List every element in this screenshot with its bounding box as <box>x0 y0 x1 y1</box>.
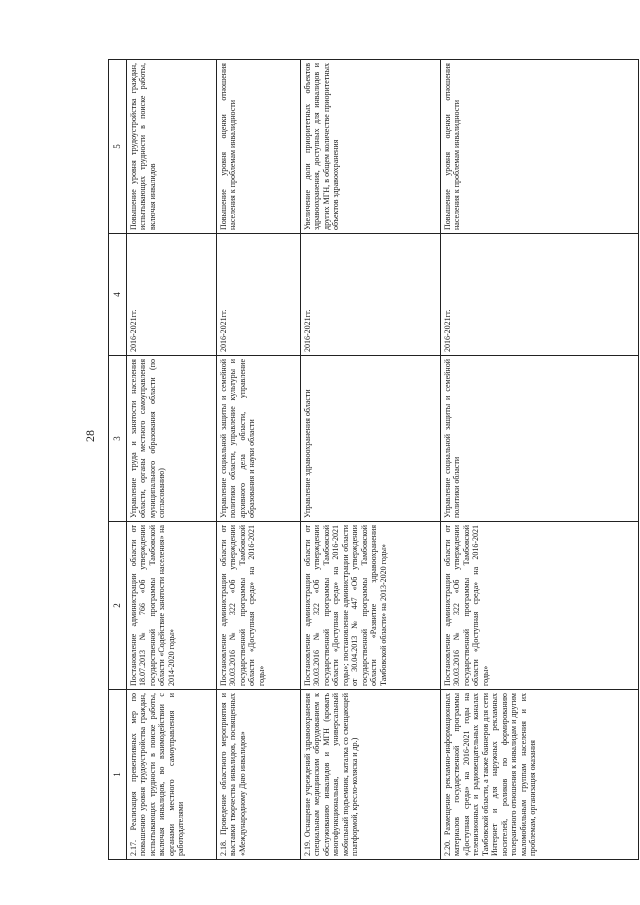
measures-table <box>108 59 639 860</box>
responsible-cell: Управление социальной защиты и семейной политики области, управление культуры и архивного дела области, управление образования и науки области <box>217 356 301 522</box>
measure-cell: 2.18. Проведение областного мероприятия и выставки творчества инвалидов, посвященных «Международному Дню инвалидов» <box>217 690 301 860</box>
legal-basis-cell: Постановление администрации области от 30.03.2016 № 322 «Об утверждении государственной программы Тамбовской области «Доступная среда» на 2016-2021 годы»; постановление администрации области от 30.04.2013 № 447 «Об утверждении государственной программы Тамбовской области «Развитие здравоохранения Тамбовской области» на 2013-2020 годы» <box>301 522 441 690</box>
header-col-4: 4 <box>109 234 127 356</box>
header-col-2: 2 <box>109 522 127 690</box>
responsible-cell: Управление здравоохранения области <box>301 356 441 522</box>
table-row <box>127 60 217 860</box>
legal-basis-cell: Постановление администрации области от 18.07.2013 № 766 «Об утверждении государственной программы Тамбовской области «Содействие занятости населения» на 2014-2020 годы» <box>127 522 217 690</box>
header-col-1: 1 <box>109 690 127 860</box>
period-cell: 2016-2021гг. <box>301 234 441 356</box>
page-number: 28 <box>83 430 97 442</box>
table-header-row <box>109 60 127 860</box>
period-cell: 2016-2021гг. <box>441 234 639 356</box>
legal-basis-cell: Постановление администрации области от 30.03.2016 № 322 «Об утверждении государственной программы Тамбовской области «Доступная среда» на 2016-2021 годы» <box>217 522 301 690</box>
header-col-5: 5 <box>109 60 127 234</box>
responsible-cell: Управление социальной защиты и семейной политики области <box>441 356 639 522</box>
table-row <box>217 60 301 860</box>
period-cell: 2016-2021гг. <box>127 234 217 356</box>
period-cell: 2016-2021гг. <box>217 234 301 356</box>
result-cell: Увеличение доли приоритетных объектов здравоохранения, доступных для инвалидов и других МГН, в общем количестве приоритетных объектов здравоохранения <box>301 60 441 234</box>
legal-basis-cell: Постановление администрации области от 30.03.2016 № 322 «Об утверждении государственной программы Тамбовской области «Доступная среда» на 2016-2021 годы» <box>441 522 639 690</box>
result-cell: Повышение уровня трудоустройства граждан, испытывающих трудности в поиске работы, включая инвалидов <box>127 60 217 234</box>
measure-cell: 2.19. Оснащение учреждений здравоохранения специальным медицинским оборудованием к обслуживанию инвалидов и МГН (кровать многофункциональная, универсальный мобильный подъемник, каталка со смещающей платформой, кресло-коляска и др.) <box>301 690 441 860</box>
measure-cell: 2.20. Размещение рекламно-информационных материалов государственной программы «Доступная среда» на 2016-2021 годы на телевизионных и радиовещательных каналах Тамбовской области, а также баннеров для сети Интернет и для наружных рекламных носителей, роликов по формированию толерантного отношения к инвалидам и другим маломобильным группам населения и их проблемам, организация оказания <box>441 690 639 860</box>
responsible-cell: Управление труда и занятости населения области, органы местного самоуправления муниципального образования области (по согласованию) <box>127 356 217 522</box>
measure-cell: 2.17. Реализация превентивных мер по повышению уровня трудоустройства граждан, испытывающих трудности в поиске работы, включая инвалидов, во взаимодействии с органами местного самоуправления и работодателями <box>127 690 217 860</box>
result-cell: Повышение уровня оценки отношения населения к проблемам инвалидности <box>217 60 301 234</box>
header-col-3: 3 <box>109 356 127 522</box>
table-row <box>441 60 639 860</box>
rotated-table-wrapper <box>108 60 638 860</box>
result-cell: Повышение уровня оценки отношения населения к проблемам инвалидности <box>441 60 639 234</box>
table-row <box>301 60 441 860</box>
